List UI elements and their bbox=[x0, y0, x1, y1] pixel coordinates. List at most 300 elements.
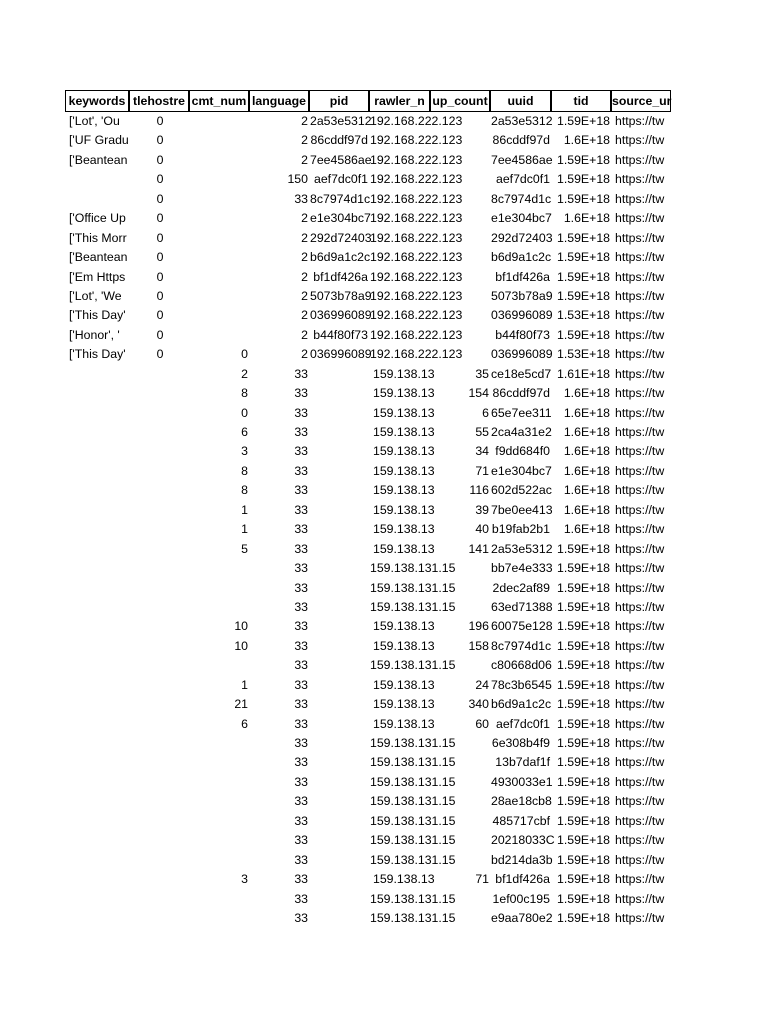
cell-crawler-node[interactable]: 159.138.13 bbox=[373, 677, 435, 692]
cell-up-count[interactable]: 6 bbox=[482, 405, 489, 420]
cell-keywords[interactable]: ['UF Gradu bbox=[69, 133, 129, 148]
cell-title-host[interactable] bbox=[130, 404, 190, 423]
cell-keywords[interactable] bbox=[66, 890, 130, 909]
cell-source-url[interactable]: https://tw bbox=[615, 716, 665, 731]
cell-tid[interactable]: 1.6E+18 bbox=[563, 522, 610, 537]
cell-up-count[interactable] bbox=[431, 229, 491, 248]
cell-pid[interactable] bbox=[310, 695, 370, 714]
cell-keywords[interactable] bbox=[66, 870, 130, 889]
cell-source-url[interactable]: https://tw bbox=[615, 502, 665, 517]
cell-pid[interactable] bbox=[310, 792, 370, 811]
cell-up-count[interactable] bbox=[431, 287, 491, 306]
cell-tid[interactable]: 1.59E+18 bbox=[557, 152, 610, 167]
cell-cmt-num[interactable] bbox=[190, 131, 250, 150]
cell-crawler-node[interactable]: 192.168.222.123 bbox=[370, 133, 463, 148]
cell-pid[interactable] bbox=[310, 404, 370, 423]
cell-pid[interactable] bbox=[310, 753, 370, 772]
cell-uuid[interactable]: e1e304bc7 bbox=[491, 211, 552, 226]
cell-source-url[interactable]: https://tw bbox=[615, 619, 665, 634]
cell-cmt-num[interactable] bbox=[190, 909, 250, 928]
cell-source-url[interactable]: https://tw bbox=[615, 697, 665, 712]
cell-source-url[interactable]: https://tw bbox=[615, 463, 665, 478]
cell-uuid[interactable]: 28ae18cb8 bbox=[491, 794, 552, 809]
cell-language[interactable]: 33 bbox=[294, 191, 308, 206]
cell-pid[interactable]: bf1df426a bbox=[313, 269, 368, 284]
cell-crawler-node[interactable]: 159.138.131.15 bbox=[370, 755, 456, 770]
cell-keywords[interactable]: ['Lot', 'We bbox=[69, 288, 122, 303]
cell-crawler-node[interactable]: 192.168.222.123 bbox=[370, 152, 463, 167]
cell-uuid[interactable]: 78c3b6545 bbox=[491, 677, 552, 692]
cell-up-count[interactable] bbox=[431, 326, 491, 345]
cell-up-count[interactable] bbox=[431, 812, 491, 831]
cell-title-host[interactable]: 0 bbox=[156, 114, 164, 128]
cell-title-host[interactable] bbox=[130, 890, 190, 909]
cell-pid[interactable] bbox=[310, 598, 370, 617]
cell-pid[interactable] bbox=[310, 462, 370, 481]
cell-source-url[interactable]: https://tw bbox=[615, 386, 665, 401]
cell-language[interactable]: 33 bbox=[294, 522, 308, 537]
cell-up-count[interactable] bbox=[431, 831, 491, 850]
cell-uuid[interactable]: b6d9a1c2c bbox=[491, 697, 552, 712]
cell-language[interactable]: 33 bbox=[294, 619, 308, 634]
cell-uuid[interactable]: 036996089 bbox=[491, 308, 553, 323]
cell-source-url[interactable]: https://tw bbox=[615, 152, 665, 167]
cell-crawler-node[interactable]: 192.168.222.123 bbox=[370, 250, 463, 265]
cell-pid[interactable]: 036996089 bbox=[310, 347, 372, 362]
cell-title-host[interactable] bbox=[130, 579, 190, 598]
cell-title-host[interactable] bbox=[130, 540, 190, 559]
cell-title-host[interactable]: 0 bbox=[156, 327, 164, 342]
cell-keywords[interactable]: ['Beantean bbox=[69, 250, 128, 265]
cell-up-count[interactable]: 154 bbox=[468, 386, 489, 401]
cell-cmt-num[interactable] bbox=[190, 579, 250, 598]
cell-language[interactable]: 33 bbox=[294, 813, 308, 828]
cell-cmt-num[interactable]: 0 bbox=[241, 405, 248, 420]
cell-crawler-node[interactable]: 159.138.131.15 bbox=[370, 833, 456, 848]
cell-uuid[interactable]: b6d9a1c2c bbox=[491, 250, 552, 265]
cell-crawler-node[interactable]: 159.138.13 bbox=[373, 444, 435, 459]
cell-language[interactable]: 33 bbox=[294, 755, 308, 770]
cell-language[interactable]: 33 bbox=[294, 483, 308, 498]
cell-pid[interactable] bbox=[310, 676, 370, 695]
cell-language[interactable]: 33 bbox=[294, 502, 308, 517]
cell-up-count[interactable] bbox=[431, 656, 491, 675]
cell-crawler-node[interactable]: 192.168.222.123 bbox=[370, 288, 463, 303]
cell-tid[interactable]: 1.61E+18 bbox=[557, 366, 610, 381]
cell-cmt-num[interactable] bbox=[190, 812, 250, 831]
cell-tid[interactable]: 1.59E+18 bbox=[557, 774, 610, 789]
cell-tid[interactable]: 1.59E+18 bbox=[557, 561, 610, 576]
cell-keywords[interactable] bbox=[66, 598, 130, 617]
cell-keywords[interactable] bbox=[66, 190, 130, 209]
cell-cmt-num[interactable] bbox=[190, 170, 250, 189]
cell-up-count[interactable]: 141 bbox=[468, 541, 489, 556]
cell-tid[interactable]: 1.59E+18 bbox=[557, 599, 610, 614]
cell-up-count[interactable] bbox=[431, 248, 491, 267]
cell-uuid[interactable]: 2a53e5312 bbox=[491, 114, 553, 128]
cell-uuid[interactable]: 485717cbf bbox=[492, 813, 550, 828]
cell-language[interactable]: 33 bbox=[294, 386, 308, 401]
cell-pid[interactable]: 7ee4586ae bbox=[310, 152, 372, 167]
cell-pid[interactable] bbox=[310, 715, 370, 734]
header-cell-language[interactable]: language bbox=[249, 90, 309, 112]
cell-crawler-node[interactable]: 192.168.222.123 bbox=[370, 327, 463, 342]
cell-crawler-node[interactable]: 159.138.131.15 bbox=[370, 736, 456, 750]
cell-crawler-node[interactable]: 192.168.222.123 bbox=[370, 347, 463, 362]
cell-cmt-num[interactable] bbox=[190, 890, 250, 909]
cell-pid[interactable]: 292d72403 bbox=[310, 230, 372, 245]
cell-pid[interactable] bbox=[310, 365, 370, 384]
cell-title-host[interactable] bbox=[130, 637, 190, 656]
cell-source-url[interactable]: https://tw bbox=[615, 910, 665, 925]
cell-cmt-num[interactable] bbox=[190, 248, 250, 267]
cell-cmt-num[interactable]: 1 bbox=[241, 522, 248, 537]
cell-uuid[interactable]: bf1df426a bbox=[495, 872, 550, 887]
cell-source-url[interactable]: https://tw bbox=[615, 211, 665, 226]
cell-keywords[interactable] bbox=[66, 579, 130, 598]
cell-source-url[interactable]: https://tw bbox=[615, 288, 665, 303]
cell-title-host[interactable] bbox=[130, 695, 190, 714]
cell-cmt-num[interactable] bbox=[190, 559, 250, 578]
cell-tid[interactable]: 1.59E+18 bbox=[557, 172, 610, 187]
header-cell-cmt-num[interactable]: cmt_num bbox=[189, 90, 249, 112]
cell-cmt-num[interactable] bbox=[190, 190, 250, 209]
cell-crawler-node[interactable]: 159.138.131.15 bbox=[370, 794, 456, 809]
cell-uuid[interactable]: 8c7974d1c bbox=[491, 638, 552, 653]
cell-title-host[interactable] bbox=[130, 462, 190, 481]
cell-up-count[interactable] bbox=[431, 190, 491, 209]
cell-keywords[interactable] bbox=[66, 423, 130, 442]
cell-source-url[interactable]: https://tw bbox=[615, 891, 665, 906]
cell-source-url[interactable]: https://tw bbox=[615, 366, 665, 381]
cell-pid[interactable]: b6d9a1c2c bbox=[310, 250, 371, 265]
cell-source-url[interactable]: https://tw bbox=[615, 561, 665, 576]
cell-source-url[interactable]: https://tw bbox=[615, 736, 665, 750]
cell-keywords[interactable] bbox=[66, 676, 130, 695]
header-cell-crawler-node[interactable]: rawler_n bbox=[369, 90, 430, 112]
cell-source-url[interactable]: https://tw bbox=[615, 114, 665, 128]
cell-crawler-node[interactable]: 159.138.13 bbox=[373, 697, 435, 712]
cell-keywords[interactable] bbox=[66, 851, 130, 870]
cell-keywords[interactable] bbox=[66, 715, 130, 734]
cell-up-count[interactable] bbox=[431, 598, 491, 617]
cell-language[interactable]: 33 bbox=[294, 910, 308, 925]
cell-crawler-node[interactable]: 192.168.222.123 bbox=[370, 230, 463, 245]
cell-crawler-node[interactable]: 159.138.13 bbox=[373, 386, 435, 401]
cell-pid[interactable] bbox=[310, 520, 370, 539]
cell-uuid[interactable]: 2dec2af89 bbox=[492, 580, 550, 595]
cell-tid[interactable]: 1.53E+18 bbox=[557, 347, 610, 362]
cell-up-count[interactable] bbox=[431, 851, 491, 870]
cell-title-host[interactable]: 0 bbox=[156, 191, 164, 206]
cell-tid[interactable]: 1.53E+18 bbox=[557, 308, 610, 323]
cell-cmt-num[interactable]: 8 bbox=[241, 463, 248, 478]
cell-crawler-node[interactable]: 159.138.131.15 bbox=[370, 658, 456, 673]
cell-cmt-num[interactable] bbox=[190, 831, 250, 850]
cell-up-count[interactable]: 158 bbox=[468, 638, 489, 653]
cell-language[interactable]: 2 bbox=[301, 230, 308, 245]
cell-source-url[interactable]: https://tw bbox=[615, 541, 665, 556]
cell-source-url[interactable]: https://tw bbox=[615, 133, 665, 148]
cell-uuid[interactable]: 7ee4586ae bbox=[491, 152, 553, 167]
cell-title-host[interactable] bbox=[130, 753, 190, 772]
cell-tid[interactable]: 1.59E+18 bbox=[557, 794, 610, 809]
cell-tid[interactable]: 1.59E+18 bbox=[557, 619, 610, 634]
header-cell-tid[interactable]: tid bbox=[551, 90, 611, 112]
cell-pid[interactable] bbox=[310, 442, 370, 461]
cell-title-host[interactable] bbox=[130, 851, 190, 870]
cell-up-count[interactable] bbox=[431, 773, 491, 792]
cell-crawler-node[interactable]: 159.138.13 bbox=[373, 541, 435, 556]
cell-uuid[interactable]: 86cddf97d bbox=[492, 386, 550, 401]
cell-cmt-num[interactable] bbox=[190, 306, 250, 325]
cell-title-host[interactable] bbox=[130, 909, 190, 928]
cell-up-count[interactable] bbox=[431, 268, 491, 287]
cell-up-count[interactable]: 39 bbox=[475, 502, 489, 517]
cell-keywords[interactable] bbox=[66, 637, 130, 656]
cell-cmt-num[interactable] bbox=[190, 268, 250, 287]
cell-tid[interactable]: 1.59E+18 bbox=[557, 891, 610, 906]
cell-language[interactable]: 2 bbox=[301, 269, 308, 284]
cell-title-host[interactable]: 0 bbox=[156, 211, 164, 226]
cell-crawler-node[interactable]: 159.138.131.15 bbox=[370, 852, 456, 867]
cell-pid[interactable] bbox=[310, 384, 370, 403]
cell-up-count[interactable] bbox=[431, 170, 491, 189]
cell-language[interactable]: 2 bbox=[301, 308, 308, 323]
cell-language[interactable]: 2 bbox=[301, 133, 308, 148]
cell-uuid[interactable]: f9dd684f0 bbox=[495, 444, 550, 459]
cell-up-count[interactable]: 196 bbox=[468, 619, 489, 634]
cell-pid[interactable] bbox=[310, 909, 370, 928]
cell-pid[interactable]: e1e304bc7 bbox=[310, 211, 371, 226]
cell-source-url[interactable]: https://tw bbox=[615, 852, 665, 867]
cell-cmt-num[interactable]: 10 bbox=[234, 619, 248, 634]
cell-tid[interactable]: 1.59E+18 bbox=[557, 813, 610, 828]
cell-crawler-node[interactable]: 192.168.222.123 bbox=[370, 172, 463, 187]
cell-source-url[interactable]: https://tw bbox=[615, 658, 665, 673]
cell-title-host[interactable]: 0 bbox=[156, 133, 164, 148]
cell-language[interactable]: 33 bbox=[294, 872, 308, 887]
cell-keywords[interactable]: ['This Morr bbox=[69, 230, 127, 245]
cell-source-url[interactable]: https://tw bbox=[615, 269, 665, 284]
cell-source-url[interactable]: https://tw bbox=[615, 580, 665, 595]
cell-cmt-num[interactable] bbox=[190, 734, 250, 753]
cell-keywords[interactable]: ['This Day' bbox=[69, 347, 126, 362]
cell-uuid[interactable]: 86cddf97d bbox=[492, 133, 550, 148]
header-cell-pid[interactable]: pid bbox=[309, 90, 369, 112]
cell-language[interactable]: 33 bbox=[294, 541, 308, 556]
cell-title-host[interactable]: 0 bbox=[156, 269, 164, 284]
cell-tid[interactable]: 1.59E+18 bbox=[557, 288, 610, 303]
cell-title-host[interactable] bbox=[130, 365, 190, 384]
cell-tid[interactable]: 1.59E+18 bbox=[557, 736, 610, 750]
cell-source-url[interactable]: https://tw bbox=[615, 755, 665, 770]
cell-crawler-node[interactable]: 192.168.222.123 bbox=[370, 211, 463, 226]
cell-uuid[interactable]: 13b7daf1f bbox=[495, 755, 550, 770]
cell-uuid[interactable]: ce18e5cd7 bbox=[491, 366, 552, 381]
cell-pid[interactable] bbox=[310, 637, 370, 656]
cell-title-host[interactable] bbox=[130, 598, 190, 617]
cell-title-host[interactable] bbox=[130, 831, 190, 850]
cell-uuid[interactable]: b44f80f73 bbox=[495, 327, 550, 342]
cell-pid[interactable]: 5073b78a9 bbox=[310, 288, 372, 303]
cell-uuid[interactable]: 6e308b4f9 bbox=[491, 736, 550, 750]
cell-up-count[interactable]: 24 bbox=[475, 677, 489, 692]
cell-up-count[interactable]: 71 bbox=[475, 463, 489, 478]
cell-tid[interactable]: 1.59E+18 bbox=[557, 191, 610, 206]
cell-language[interactable]: 33 bbox=[294, 852, 308, 867]
cell-source-url[interactable]: https://tw bbox=[615, 833, 665, 848]
cell-source-url[interactable]: https://tw bbox=[615, 677, 665, 692]
cell-crawler-node[interactable]: 159.138.13 bbox=[373, 716, 435, 731]
cell-source-url[interactable]: https://tw bbox=[615, 599, 665, 614]
cell-language[interactable]: 150 bbox=[287, 172, 308, 187]
cell-keywords[interactable]: ['Honor', ' bbox=[69, 327, 120, 342]
cell-cmt-num[interactable] bbox=[190, 851, 250, 870]
cell-language[interactable]: 2 bbox=[301, 152, 308, 167]
cell-language[interactable]: 33 bbox=[294, 425, 308, 439]
cell-crawler-node[interactable]: 159.138.13 bbox=[373, 619, 435, 634]
cell-tid[interactable]: 1.6E+18 bbox=[563, 211, 610, 226]
cell-keywords[interactable] bbox=[66, 909, 130, 928]
cell-uuid[interactable]: 20218033C bbox=[491, 833, 555, 848]
cell-uuid[interactable]: 7be0ee413 bbox=[491, 502, 553, 517]
cell-keywords[interactable] bbox=[66, 540, 130, 559]
cell-language[interactable]: 33 bbox=[294, 736, 308, 750]
cell-crawler-node[interactable]: 159.138.13 bbox=[373, 483, 435, 498]
cell-crawler-node[interactable]: 159.138.13 bbox=[373, 405, 435, 420]
header-cell-title-host[interactable]: tlehostre bbox=[129, 90, 189, 112]
cell-language[interactable]: 33 bbox=[294, 658, 308, 673]
cell-tid[interactable]: 1.6E+18 bbox=[563, 483, 610, 498]
cell-cmt-num[interactable] bbox=[190, 326, 250, 345]
cell-keywords[interactable] bbox=[66, 442, 130, 461]
cell-keywords[interactable] bbox=[66, 559, 130, 578]
cell-crawler-node[interactable]: 159.138.13 bbox=[373, 366, 435, 381]
cell-source-url[interactable]: https://tw bbox=[615, 172, 665, 187]
cell-language[interactable]: 2 bbox=[301, 347, 308, 362]
cell-pid[interactable] bbox=[310, 540, 370, 559]
cell-up-count[interactable]: 40 bbox=[475, 522, 489, 537]
cell-uuid[interactable]: e9aa780e2 bbox=[491, 910, 553, 925]
cell-title-host[interactable] bbox=[130, 676, 190, 695]
cell-language[interactable]: 33 bbox=[294, 444, 308, 459]
cell-up-count[interactable] bbox=[431, 112, 491, 131]
cell-title-host[interactable]: 0 bbox=[156, 288, 164, 303]
cell-tid[interactable]: 1.6E+18 bbox=[563, 386, 610, 401]
cell-up-count[interactable] bbox=[431, 909, 491, 928]
cell-crawler-node[interactable]: 159.138.131.15 bbox=[370, 599, 456, 614]
cell-crawler-node[interactable]: 159.138.13 bbox=[373, 522, 435, 537]
header-cell-source-url[interactable]: source_ur bbox=[611, 90, 671, 112]
cell-keywords[interactable]: ['Office Up bbox=[69, 211, 126, 226]
cell-pid[interactable]: aef7dc0f1 bbox=[313, 172, 368, 187]
cell-language[interactable]: 33 bbox=[294, 638, 308, 653]
cell-language[interactable]: 2 bbox=[301, 288, 308, 303]
cell-source-url[interactable]: https://tw bbox=[615, 794, 665, 809]
cell-language[interactable]: 2 bbox=[301, 250, 308, 265]
cell-title-host[interactable] bbox=[130, 442, 190, 461]
cell-pid[interactable] bbox=[310, 773, 370, 792]
cell-pid[interactable] bbox=[310, 481, 370, 500]
cell-cmt-num[interactable]: 5 bbox=[241, 541, 248, 556]
cell-source-url[interactable]: https://tw bbox=[615, 191, 665, 206]
cell-cmt-num[interactable] bbox=[190, 229, 250, 248]
cell-cmt-num[interactable]: 2 bbox=[241, 366, 248, 381]
cell-uuid[interactable]: 292d72403 bbox=[491, 230, 553, 245]
cell-keywords[interactable]: ['Lot', 'Ou bbox=[69, 114, 120, 128]
cell-pid[interactable] bbox=[310, 423, 370, 442]
cell-source-url[interactable]: https://tw bbox=[615, 522, 665, 537]
cell-title-host[interactable] bbox=[130, 520, 190, 539]
cell-crawler-node[interactable]: 159.138.131.15 bbox=[370, 774, 456, 789]
cell-cmt-num[interactable] bbox=[190, 287, 250, 306]
cell-keywords[interactable] bbox=[66, 365, 130, 384]
cell-cmt-num[interactable]: 21 bbox=[234, 697, 248, 712]
cell-source-url[interactable]: https://tw bbox=[615, 444, 665, 459]
header-cell-keywords[interactable]: keywords bbox=[65, 90, 129, 112]
cell-up-count[interactable] bbox=[431, 131, 491, 150]
cell-title-host[interactable] bbox=[130, 481, 190, 500]
cell-keywords[interactable] bbox=[66, 773, 130, 792]
cell-uuid[interactable]: b19fab2b1 bbox=[491, 522, 550, 537]
cell-tid[interactable]: 1.6E+18 bbox=[563, 425, 610, 439]
cell-cmt-num[interactable]: 8 bbox=[241, 386, 248, 401]
cell-source-url[interactable]: https://tw bbox=[615, 250, 665, 265]
cell-pid[interactable] bbox=[310, 812, 370, 831]
cell-language[interactable]: 33 bbox=[294, 833, 308, 848]
cell-pid[interactable] bbox=[310, 656, 370, 675]
cell-pid[interactable] bbox=[310, 831, 370, 850]
cell-cmt-num[interactable]: 1 bbox=[241, 677, 248, 692]
cell-uuid[interactable]: 602d522ac bbox=[491, 483, 552, 498]
cell-pid[interactable] bbox=[310, 870, 370, 889]
cell-tid[interactable]: 1.59E+18 bbox=[557, 230, 610, 245]
cell-up-count[interactable]: 60 bbox=[475, 716, 489, 731]
cell-language[interactable]: 33 bbox=[294, 366, 308, 381]
cell-source-url[interactable]: https://tw bbox=[615, 347, 665, 362]
cell-keywords[interactable] bbox=[66, 170, 130, 189]
cell-source-url[interactable]: https://tw bbox=[615, 327, 665, 342]
cell-language[interactable]: 2 bbox=[301, 327, 308, 342]
cell-cmt-num[interactable] bbox=[190, 598, 250, 617]
cell-up-count[interactable] bbox=[431, 579, 491, 598]
cell-language[interactable]: 33 bbox=[294, 580, 308, 595]
cell-pid[interactable] bbox=[310, 890, 370, 909]
cell-title-host[interactable] bbox=[130, 870, 190, 889]
cell-tid[interactable]: 1.59E+18 bbox=[557, 910, 610, 925]
cell-crawler-node[interactable]: 159.138.131.15 bbox=[370, 561, 456, 576]
cell-keywords[interactable] bbox=[66, 384, 130, 403]
cell-title-host[interactable]: 0 bbox=[156, 152, 164, 167]
cell-source-url[interactable]: https://tw bbox=[615, 405, 665, 420]
cell-title-host[interactable] bbox=[130, 656, 190, 675]
cell-source-url[interactable]: https://tw bbox=[615, 813, 665, 828]
cell-tid[interactable]: 1.59E+18 bbox=[557, 114, 610, 128]
cell-title-host[interactable]: 0 bbox=[156, 250, 164, 265]
cell-pid[interactable]: 86cddf97d bbox=[310, 133, 368, 148]
cell-pid[interactable] bbox=[310, 579, 370, 598]
cell-tid[interactable]: 1.59E+18 bbox=[557, 697, 610, 712]
cell-keywords[interactable]: ['This Day' bbox=[69, 308, 126, 323]
cell-tid[interactable]: 1.6E+18 bbox=[563, 405, 610, 420]
cell-cmt-num[interactable] bbox=[190, 773, 250, 792]
cell-up-count[interactable]: 34 bbox=[475, 444, 489, 459]
cell-pid[interactable]: 2a53e5312 bbox=[310, 114, 372, 128]
cell-cmt-num[interactable] bbox=[190, 792, 250, 811]
cell-title-host[interactable]: 0 bbox=[156, 308, 164, 323]
cell-language[interactable]: 33 bbox=[294, 405, 308, 420]
